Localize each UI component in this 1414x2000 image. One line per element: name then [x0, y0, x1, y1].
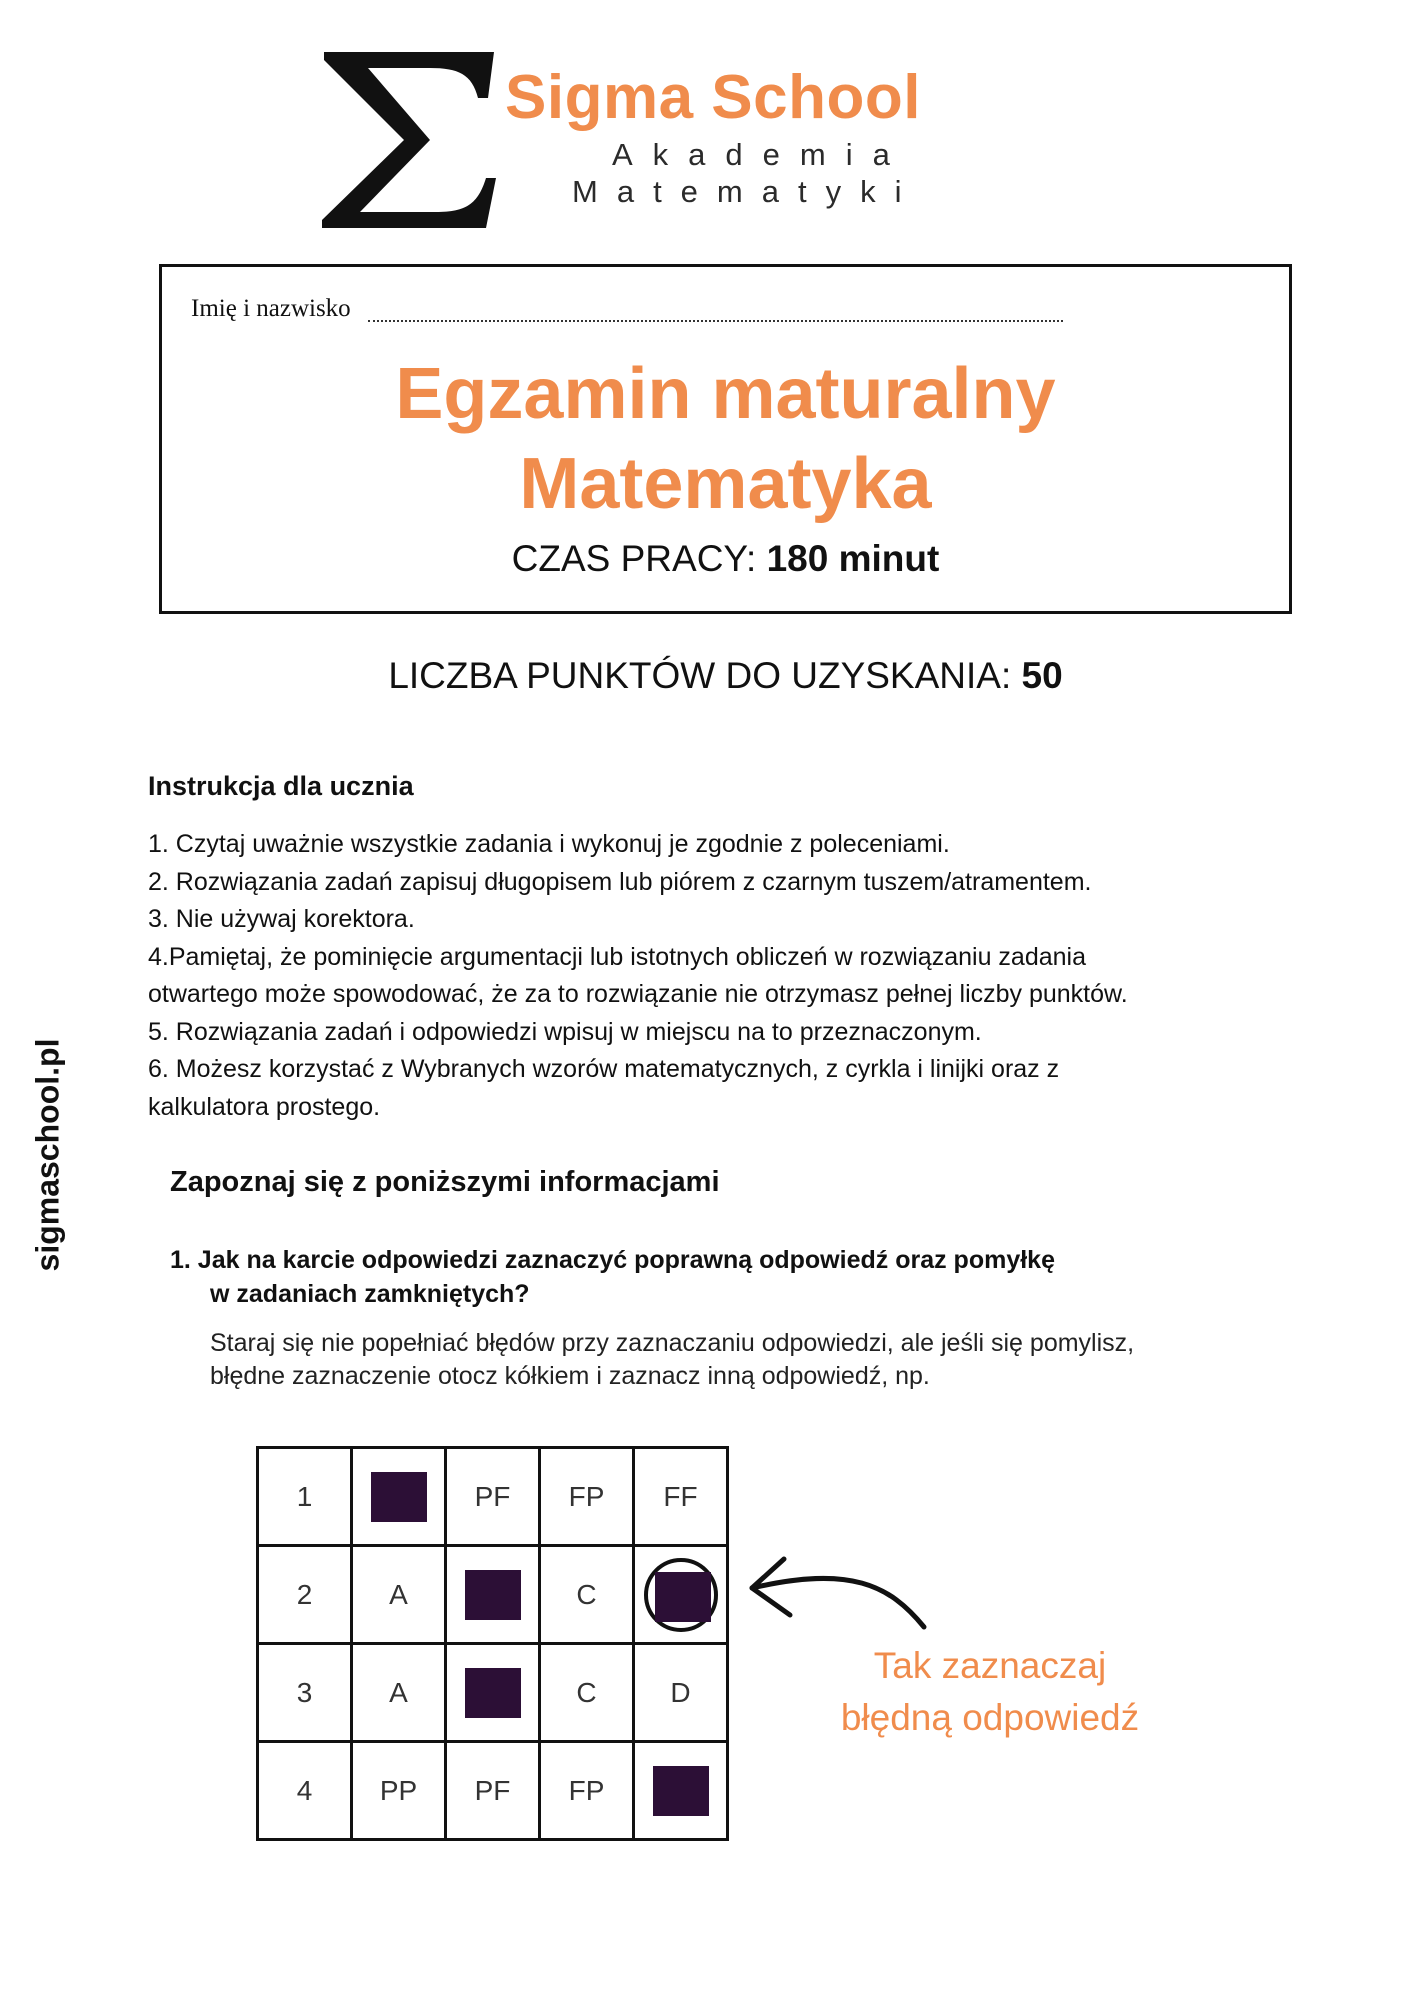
grid-row-number: 1	[258, 1448, 352, 1546]
grid-row	[258, 1448, 728, 1546]
question-1-body: Staraj się nie popełniać błędów przy zaznaczaniu odpowiedzi, ale jeśli się pomylisz, błędne zaznaczenie otocz kółkiem i zaznacz inną odpowiedź, np.	[210, 1329, 1135, 1390]
question-1-title	[170, 1243, 1170, 1311]
error-circle	[644, 1558, 718, 1632]
grid-row-number: 2	[258, 1546, 352, 1644]
side-url: sigmaschool.pl	[29, 1038, 66, 1272]
question-1-title-line2: w zadaniach zamkniętych?	[210, 1280, 530, 1308]
points-info	[159, 655, 1292, 697]
instruction-item: 5. Rozwiązania zadań i odpowiedzi wpisuj w miejscu na to przeznaczonym.	[148, 1017, 982, 1046]
time-label: CZAS PRACY:	[511, 538, 767, 579]
sigma-logo-icon	[318, 48, 502, 232]
filled-mark	[655, 1572, 711, 1622]
grid-row-number: 4	[258, 1742, 352, 1840]
grid-row	[258, 1742, 728, 1840]
time-value: 180 minut	[766, 538, 940, 579]
note-line1: Tak zaznaczaj	[873, 1645, 1107, 1686]
grid-cell[interactable]: PF	[446, 1448, 540, 1546]
grid-cell[interactable]: C	[540, 1644, 634, 1742]
grid-cell[interactable]: PP	[352, 1742, 446, 1840]
grid-cell[interactable]: FF	[634, 1448, 728, 1546]
instructions-heading: Instrukcja dla ucznia	[148, 771, 414, 801]
grid-cell-marked[interactable]	[446, 1546, 540, 1644]
exam-subject: Matematyka	[519, 444, 932, 524]
curved-arrow-icon	[740, 1545, 930, 1645]
filled-mark	[465, 1570, 521, 1620]
instruction-item: 6. Możesz korzystać z Wybranych wzorów matematycznych, z cyrkla i linijki oraz z kalkulatora prostego.	[148, 1055, 1060, 1121]
filled-mark	[371, 1472, 427, 1522]
grid-cell[interactable]: FP	[540, 1742, 634, 1840]
info-heading: Zapoznaj się z poniższymi informacjami	[170, 1166, 720, 1198]
exam-title: Egzamin maturalny	[395, 354, 1056, 434]
points-label: LICZBA PUNKTÓW DO UZYSKANIA:	[388, 655, 1022, 696]
grid-cell[interactable]: A	[352, 1644, 446, 1742]
exam-time	[159, 538, 1292, 580]
instruction-item: 3. Nie używaj korektora.	[148, 905, 415, 933]
grid-cell[interactable]: D	[634, 1644, 728, 1742]
logo-subtitle-line2: Matematyki	[572, 174, 921, 209]
question-1-title-line1: 1. Jak na karcie odpowiedzi zaznaczyć poprawną odpowiedź oraz pomyłkę	[170, 1246, 1055, 1274]
grid-cell[interactable]: A	[352, 1546, 446, 1644]
grid-cell-marked[interactable]	[352, 1448, 446, 1546]
instruction-item: 4.Pamiętaj, że pominięcie argumentacji lub istotnych obliczeń w rozwiązaniu zadania otwartego może spowodować, że za to rozwiązanie nie otrzymasz pełnej liczby punktów.	[148, 942, 1128, 1008]
grid-cell[interactable]: PF	[446, 1742, 540, 1840]
logo-subtitle-line1: Akademia	[612, 137, 910, 172]
filled-mark	[653, 1766, 709, 1816]
grid-row	[258, 1546, 728, 1644]
grid-cell-marked[interactable]	[446, 1644, 540, 1742]
instructions-list	[148, 826, 1158, 1126]
filled-mark	[465, 1668, 521, 1718]
name-label: Imię i nazwisko	[191, 295, 351, 322]
points-value: 50	[1021, 655, 1063, 696]
answer-grid	[256, 1446, 729, 1841]
grid-cell[interactable]: C	[540, 1546, 634, 1644]
name-field-line[interactable]	[368, 296, 1063, 322]
note-line2: błędną odpowiedź	[840, 1697, 1140, 1738]
logo-name: Sigma School	[505, 63, 921, 132]
instruction-item: 1. Czytaj uważnie wszystkie zadania i wykonuj je zgodnie z poleceniami.	[148, 830, 950, 858]
instruction-item: 2. Rozwiązania zadań zapisuj długopisem lub piórem z czarnym tuszem/atramentem.	[148, 867, 1092, 896]
grid-cell[interactable]: FP	[540, 1448, 634, 1546]
grid-row	[258, 1644, 728, 1742]
grid-cell-marked[interactable]	[634, 1742, 728, 1840]
grid-cell-circled[interactable]	[634, 1546, 728, 1644]
grid-row-number: 3	[258, 1644, 352, 1742]
